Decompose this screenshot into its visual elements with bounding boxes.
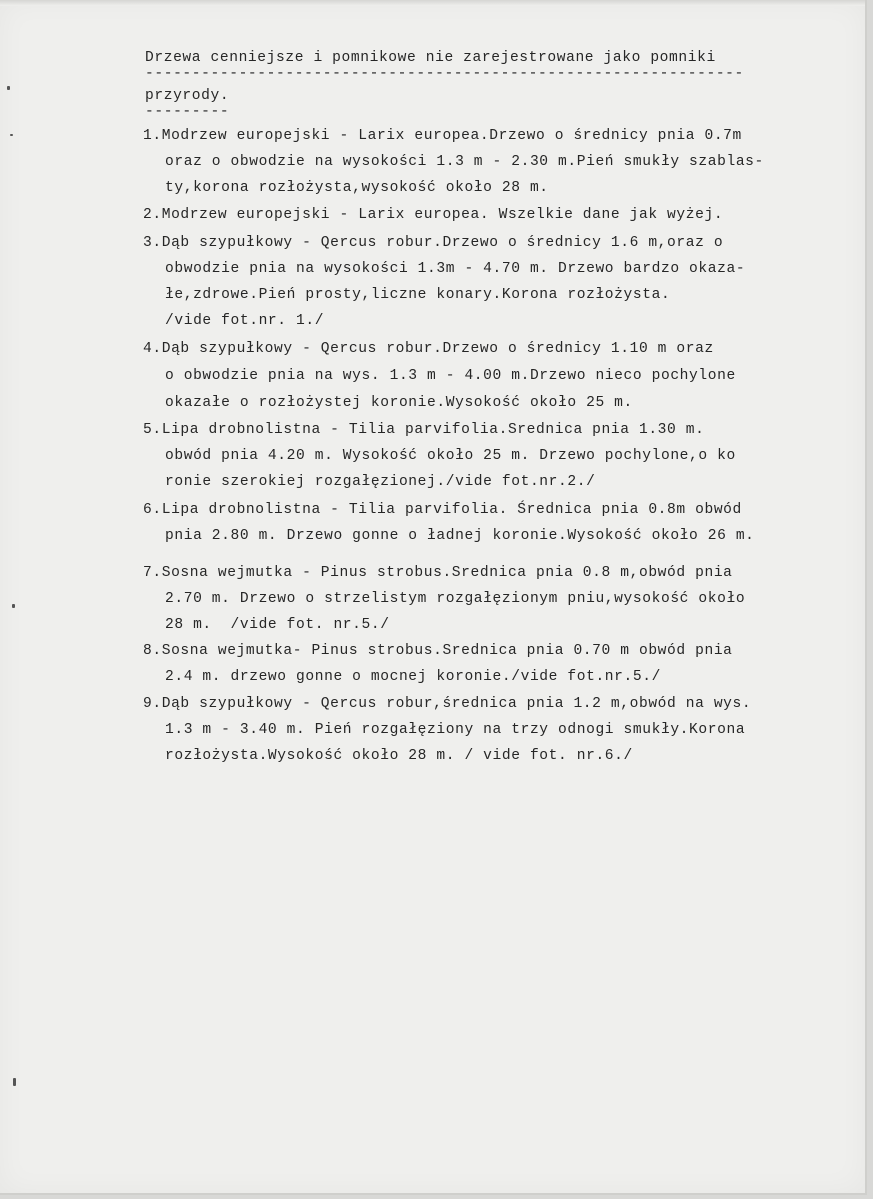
entry-line: obwód pnia 4.20 m. Wysokość około 25 m. Drzewo pochylone,o ko [165,448,736,464]
entry-line: 5.Lipa drobnolistna - Tilia parvifolia.Srednica pnia 1.30 m. [143,422,705,438]
entry-line: ty,korona rozłożysta,wysokość około 28 m. [165,180,549,196]
entry-line: łe,zdrowe.Pień prosty,liczne konary.Korona rozłożysta. [165,287,671,303]
entry-line: oraz o obwodzie na wysokości 1.3 m - 2.30 m.Pień smukły szablas- [165,154,764,170]
entry-line: o obwodzie pnia na wys. 1.3 m - 4.00 m.Drzewo nieco pochylone [165,368,736,384]
entry-line: 2.4 m. drzewo gonne o mocnej koronie./vide fot.nr.5./ [165,669,661,685]
punch-mark-4 [13,1078,16,1086]
punch-mark-2 [10,134,13,136]
entry-line: obwodzie pnia na wysokości 1.3m - 4.70 m. Drzewo bardzo okaza- [165,261,746,277]
subtitle-underline: --------- [145,104,230,120]
entry-line: 3.Dąb szypułkowy - Qercus robur.Drzewo o średnicy 1.6 m,oraz o [143,235,724,251]
entry-line: 2.70 m. Drzewo o strzelistym rozgałęzionym pniu,wysokość około [165,591,746,607]
page-top-edge [0,0,865,6]
entry-line: 9.Dąb szypułkowy - Qercus robur,średnica pnia 1.2 m,obwód na wys. [143,696,752,712]
entry-line: rozłożysta.Wysokość około 28 m. / vide fot. nr.6./ [165,748,633,764]
entry-line: 28 m. /vide fot. nr.5./ [165,617,390,633]
entry-line: okazałe o rozłożystej koronie.Wysokość około 25 m. [165,395,633,411]
punch-mark-3 [12,604,15,608]
entry-line: ronie szerokiej rozgałęzionej./vide fot.nr.2./ [165,474,596,490]
document-title-continuation: przyrody. [145,88,230,104]
entry-line: 2.Modrzew europejski - Larix europea. Wszelkie dane jak wyżej. [143,207,724,223]
entry-line: 8.Sosna wejmutka- Pinus strobus.Srednica pnia 0.70 m obwód pnia [143,643,733,659]
entry-line: 6.Lipa drobnolistna - Tilia parvifolia. Średnica pnia 0.8m obwód [143,502,742,518]
entry-line: /vide fot.nr. 1./ [165,313,325,329]
entry-line: pnia 2.80 m. Drzewo gonne o ładnej koronie.Wysokość około 26 m. [165,528,755,544]
entry-line: 7.Sosna wejmutka - Pinus strobus.Srednica pnia 0.8 m,obwód pnia [143,565,733,581]
entry-line: 4.Dąb szypułkowy - Qercus robur.Drzewo o średnicy 1.10 m oraz [143,341,714,357]
entry-line: 1.3 m - 3.40 m. Pień rozgałęziony na trzy odnogi smukły.Korona [165,722,746,738]
document-title: Drzewa cenniejsze i pomnikowe nie zarejestrowane jako pomniki [145,50,716,66]
entry-line: 1.Modrzew europejski - Larix europea.Drzewo o średnicy pnia 0.7m [143,128,742,144]
title-underline: ---------------------------------------------------------------- [145,66,744,82]
punch-mark-1 [7,86,10,90]
